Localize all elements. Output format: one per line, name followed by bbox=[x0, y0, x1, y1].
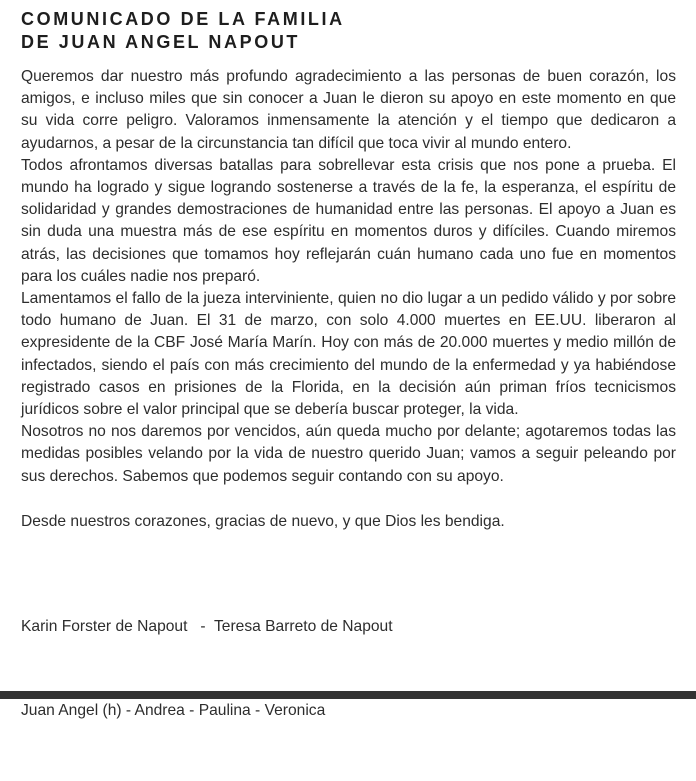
signature-block bbox=[21, 533, 676, 781]
closing-line: Desde nuestros corazones, gracias de nuevo, y que Dios les bendiga. bbox=[21, 512, 505, 530]
paragraph-resolve: Nosotros no nos daremos por vencidos, aún queda mucho por delante; agotaremos todas las medidas posibles velando por la vida de nuestro querido Juan; vamos a seguir peleando por sus derechos. Sabemos que podemos seguir contando con su apoyo. bbox=[21, 423, 676, 485]
title-line-2: DE JUAN ANGEL NAPOUT bbox=[21, 32, 301, 52]
paragraph-gratitude: Queremos dar nuestro más profundo agradecimiento a las personas de buen corazón, los amigos, e incluso miles que sin conocer a Juan le dieron su apoyo en este momento en que su vida corre peligro. Valoramos inmensamente la atención y el tiempo que dedicaron a ayudarnos, a pesar de la circunstancia tan difícil que toca vivir al mundo entero. bbox=[21, 68, 676, 152]
page-title bbox=[21, 8, 676, 54]
signature-line-2: Juan Angel (h) - Andrea - Paulina - Veronica bbox=[21, 702, 326, 720]
paragraph-crisis: Todos afrontamos diversas batallas para sobrellevar esta crisis que nos pone a prueba. El mundo ha logrado y sigue logrando sostenerse a través de la fe, la esperanza, el espíritu de solidaridad y grandes demostraciones de humanidad entre las personas. El apoyo a Juan es sin duda una muestra más de ese espíritu en momentos duros y difíciles. Cuando miremos atrás, las decisiones que tomamos hoy reflejarán cuán humano cada uno fue en momentos para los cuáles nadie nos preparó. bbox=[21, 156, 676, 285]
title-line-1: COMUNICADO DE LA FAMILIA bbox=[21, 9, 345, 29]
bottom-border-bar bbox=[0, 691, 696, 699]
signature-line-1: Karin Forster de Napout - Teresa Barreto de Napout bbox=[21, 618, 393, 636]
paragraph-ruling: Lamentamos el fallo de la jueza interviniente, quien no dio lugar a un pedido válido y por sobre todo humano de Juan. El 31 de marzo, con solo 4.000 muertes en EE.UU. liberaron al expresidente de la CBF José María Marín. Hoy con más de 20.000 muertes y medio millón de infectados, siendo el país con más crecimiento del mundo de la enfermedad y ya habiéndose registrado casos en prisiones de la Florida, en la decisión aún priman fríos tecnicismos jurídicos sobre el valor principal que se debería buscar proteger, la vida. bbox=[21, 290, 676, 419]
document-body bbox=[21, 66, 676, 488]
